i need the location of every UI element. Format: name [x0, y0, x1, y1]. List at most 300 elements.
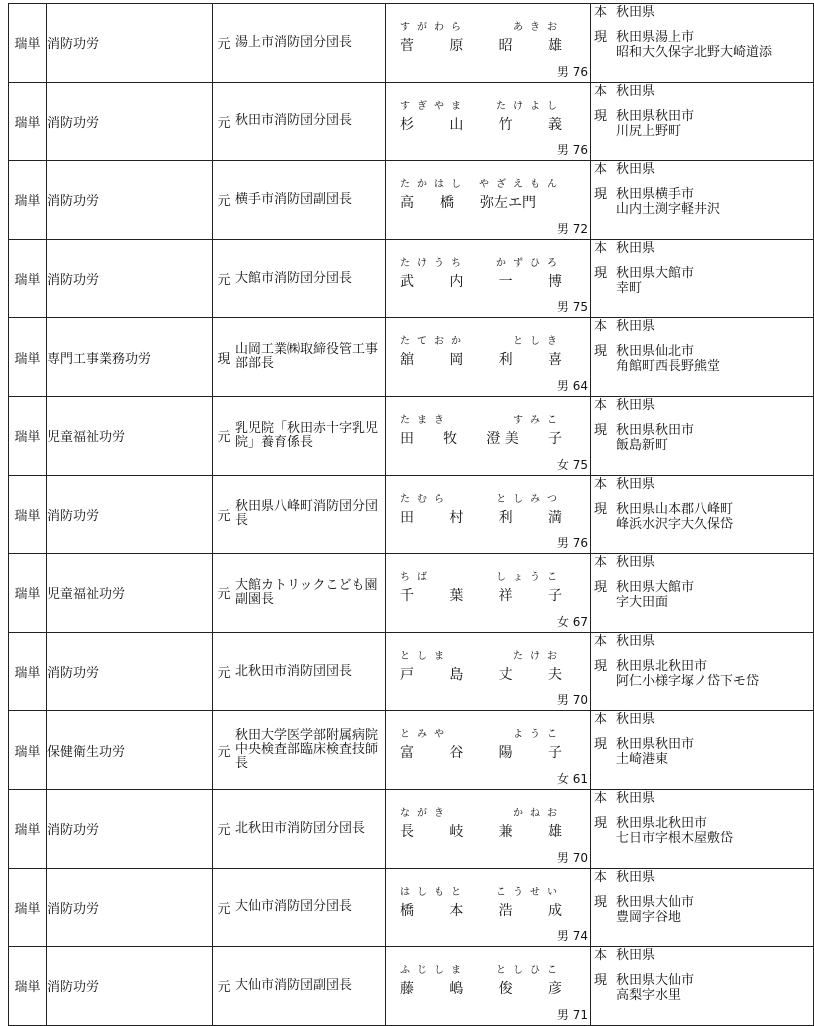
name-cell — [386, 239, 591, 318]
given-name-reading: としひこ — [496, 965, 564, 977]
domicile-value: 秋田県 — [616, 555, 656, 571]
address-cell — [591, 161, 814, 240]
name-char: 子 — [547, 745, 562, 762]
domicile-value: 秋田県 — [616, 476, 656, 492]
sex-age: 男 76 — [556, 536, 588, 551]
name-char: 澄 美 — [486, 430, 519, 447]
position-cell — [213, 632, 386, 711]
registered-domicile — [594, 870, 811, 885]
position-status: 元 — [217, 508, 231, 524]
decoration-grade: 瑞単 — [14, 194, 41, 210]
name-cell — [386, 947, 591, 1026]
address-cell — [591, 868, 814, 947]
decoration-grade-cell — [9, 947, 47, 1026]
name-reading — [400, 254, 564, 269]
position-cell — [213, 82, 386, 161]
recipient-name — [400, 900, 562, 920]
given-name-reading: こうせい — [496, 886, 564, 898]
address-cell — [591, 396, 814, 475]
current-address-tag: 現 — [594, 737, 608, 753]
sex-age: 男 76 — [556, 143, 588, 158]
domicile-tag: 本 — [594, 476, 608, 492]
recipient-name — [400, 585, 562, 605]
merit-category: 専門工事業務功労 — [47, 351, 152, 367]
decoration-grade: 瑞単 — [14, 980, 41, 996]
surname-reading: はしもと — [400, 886, 468, 898]
table-row — [9, 711, 814, 790]
current-address — [594, 737, 811, 767]
given-name-reading: しょうこ — [496, 572, 564, 584]
table-row — [9, 82, 814, 161]
current-address — [594, 423, 811, 453]
given-name-reading: かずひろ — [496, 257, 564, 269]
name-cell — [386, 711, 591, 790]
surname-reading: ながき — [400, 807, 451, 819]
merit-category: 消防功労 — [47, 508, 100, 524]
sex-age: 男 71 — [556, 1007, 588, 1022]
current-address — [594, 266, 811, 296]
address-line: 川尻上野町 — [616, 123, 682, 139]
recipient-name — [400, 978, 562, 998]
position-title: 山岡工業㈱取締役管工事部部長 — [235, 342, 379, 372]
address-line: 秋田県大館市 — [616, 265, 695, 281]
address-line: 秋田県横手市 — [616, 187, 695, 203]
current-address-tag: 現 — [594, 108, 608, 124]
position-title: 北秋田市消防団分団長 — [235, 820, 366, 836]
table-row — [9, 161, 814, 240]
sex-age: 男 70 — [556, 850, 588, 865]
name-char: 博 — [547, 273, 562, 290]
address-cell — [591, 4, 814, 83]
domicile-tag: 本 — [594, 948, 608, 964]
surname-reading: たておか — [400, 336, 468, 348]
name-cell — [386, 789, 591, 868]
name-char: 高 — [400, 195, 414, 212]
name-reading — [400, 647, 564, 662]
position-title: 秋田市消防団分団長 — [235, 113, 353, 129]
name-char: 原 — [449, 38, 464, 54]
decoration-grade-cell — [9, 554, 47, 633]
merit-category-cell — [47, 239, 213, 318]
current-address-tag: 現 — [594, 580, 608, 596]
recipient-name — [400, 271, 562, 291]
position-status: 元 — [217, 587, 231, 603]
surname-reading: とみや — [400, 729, 451, 741]
address-line: 昭和大久保字北野大崎道添 — [616, 45, 773, 60]
name-char: 陽 — [498, 745, 513, 762]
current-address-tag: 現 — [594, 187, 608, 203]
merit-category-cell — [47, 554, 213, 633]
name-char: 牧 — [443, 430, 458, 447]
name-char: 嶋 — [449, 981, 464, 998]
merit-category: 消防功労 — [47, 37, 100, 53]
name-char: 竹 — [498, 116, 513, 133]
given-name-reading: やざえもん — [479, 179, 564, 191]
merit-category: 児童福祉功労 — [47, 587, 126, 603]
position-cell — [213, 318, 386, 397]
current-address — [594, 580, 811, 610]
surname-reading: ちば — [400, 572, 434, 584]
recipient-name — [400, 428, 562, 448]
surname-reading: すぎやま — [400, 100, 468, 112]
name-char: 俊 — [498, 981, 513, 998]
name-char: 田 — [400, 430, 414, 447]
registered-domicile — [594, 241, 811, 256]
registered-domicile — [594, 319, 811, 334]
address-line: 山内土渕字軽井沢 — [616, 202, 721, 218]
name-cell — [386, 554, 591, 633]
decoration-grade-cell — [9, 475, 47, 554]
table-row — [9, 632, 814, 711]
table-row — [9, 4, 814, 83]
address-line: 秋田県大仙市 — [616, 973, 695, 989]
name-cell — [386, 161, 591, 240]
name-char: 武 — [400, 273, 414, 290]
current-address — [594, 30, 811, 60]
table-row — [9, 554, 814, 633]
decoration-grade: 瑞単 — [14, 430, 41, 446]
recipient-name — [400, 821, 562, 841]
merit-category: 消防功労 — [47, 273, 100, 289]
domicile-tag: 本 — [594, 869, 608, 885]
recipient-name — [400, 507, 562, 527]
sex-age: 男 64 — [556, 378, 588, 393]
given-name-reading: かねお — [513, 807, 564, 819]
sex-age: 女 75 — [556, 457, 588, 472]
address-line: 秋田県仙北市 — [616, 344, 695, 360]
merit-category-cell — [47, 4, 213, 83]
address-cell — [591, 632, 814, 711]
position-title: 横手市消防団副団長 — [235, 191, 353, 207]
address-cell — [591, 789, 814, 868]
name-char: 舘 — [400, 352, 414, 369]
recipient-name — [400, 114, 562, 134]
domicile-value: 秋田県 — [616, 319, 656, 335]
address-line: 高梨字水里 — [616, 988, 682, 1004]
registered-domicile — [594, 948, 811, 963]
domicile-value: 秋田県 — [616, 869, 656, 885]
name-char: 子 — [547, 588, 562, 605]
given-name-reading: たけよし — [496, 100, 564, 112]
current-address-tag: 現 — [594, 30, 608, 45]
surname-reading: ふじしま — [400, 965, 468, 977]
name-char: 喜 — [547, 352, 562, 369]
position-title: 北秋田市消防団団長 — [235, 663, 353, 679]
address-line: 秋田県北秋田市 — [616, 658, 708, 674]
name-char: 岐 — [449, 823, 464, 840]
current-address-tag: 現 — [594, 265, 608, 281]
decoration-grade: 瑞単 — [14, 37, 41, 53]
address-line: 秋田県大館市 — [616, 580, 695, 596]
domicile-tag: 本 — [594, 162, 608, 178]
recipient-name — [400, 192, 562, 212]
position-status: 元 — [217, 430, 231, 446]
domicile-value: 秋田県 — [616, 162, 656, 178]
current-address — [594, 344, 811, 374]
name-char: 雄 — [547, 823, 562, 840]
name-char: 子 — [547, 430, 562, 447]
name-char: 村 — [449, 509, 464, 526]
name-reading — [400, 175, 564, 190]
decoration-grade-cell — [9, 789, 47, 868]
name-char: 祥 — [498, 588, 513, 605]
merit-category-cell — [47, 947, 213, 1026]
name-reading — [400, 332, 564, 347]
name-char: 富 — [400, 745, 414, 762]
address-line: 阿仁小様字塚ノ岱下モ岱 — [616, 673, 760, 689]
position-cell — [213, 711, 386, 790]
address-line: 飯島新町 — [616, 437, 669, 453]
recipient-name — [400, 742, 562, 762]
address-cell — [591, 82, 814, 161]
name-char: 内 — [449, 273, 464, 290]
name-char: 彦 — [547, 981, 562, 998]
recipient-name — [400, 35, 562, 55]
name-char: 藤 — [400, 981, 414, 998]
decoration-grade: 瑞単 — [14, 587, 41, 603]
name-reading — [400, 804, 564, 819]
decoration-grade-cell — [9, 632, 47, 711]
position-cell — [213, 789, 386, 868]
table-row — [9, 947, 814, 1026]
domicile-value: 秋田県 — [616, 83, 656, 99]
address-line: 角館町西長野熊堂 — [616, 359, 721, 375]
address-line: 秋田県大仙市 — [616, 894, 695, 910]
registered-domicile — [594, 84, 811, 99]
position-status: 元 — [217, 980, 231, 996]
decoration-grade-cell — [9, 318, 47, 397]
sex-age: 女 67 — [556, 614, 588, 629]
domicile-value: 秋田県 — [616, 633, 656, 649]
current-address-tag: 現 — [594, 894, 608, 910]
recipient-name — [400, 664, 562, 684]
merit-category: 消防功労 — [47, 823, 100, 839]
registered-domicile — [594, 555, 811, 570]
domicile-tag: 本 — [594, 5, 608, 20]
position-title: 大館カトリックこども園副園長 — [235, 577, 378, 607]
name-char: 丈 — [498, 666, 513, 683]
decoration-grade-cell — [9, 868, 47, 947]
table-row — [9, 475, 814, 554]
name-cell — [386, 632, 591, 711]
given-name-reading: たけお — [513, 650, 564, 662]
registered-domicile — [594, 791, 811, 806]
table-row — [9, 396, 814, 475]
decoration-grade-cell — [9, 239, 47, 318]
name-reading — [400, 961, 564, 976]
registered-domicile — [594, 712, 811, 727]
name-char: 山 — [449, 116, 464, 133]
position-cell — [213, 4, 386, 83]
current-address — [594, 659, 811, 689]
name-cell — [386, 868, 591, 947]
position-status: 現 — [217, 351, 231, 367]
current-address-tag: 現 — [594, 422, 608, 438]
name-char: 千 — [400, 588, 414, 605]
domicile-tag: 本 — [594, 633, 608, 649]
address-line: 字大田面 — [616, 595, 669, 611]
given-name-reading: としき — [513, 336, 564, 348]
position-status: 元 — [217, 37, 231, 53]
address-line: 秋田県北秋田市 — [616, 815, 708, 831]
merit-category: 消防功労 — [47, 901, 100, 917]
current-address — [594, 816, 811, 846]
domicile-tag: 本 — [594, 555, 608, 571]
address-cell — [591, 475, 814, 554]
name-char: 昭 — [498, 38, 513, 54]
merit-category-cell — [47, 161, 213, 240]
position-title: 大仙市消防団副団長 — [235, 977, 353, 993]
registered-domicile — [594, 5, 811, 20]
address-line: 秋田県秋田市 — [616, 737, 695, 753]
name-reading — [400, 411, 564, 426]
decoration-grade: 瑞単 — [14, 273, 41, 289]
address-line: 七日市字根木屋敷岱 — [616, 830, 734, 846]
address-cell — [591, 318, 814, 397]
merit-category-cell — [47, 789, 213, 868]
domicile-tag: 本 — [594, 240, 608, 256]
address-line: 秋田県湯上市 — [616, 30, 695, 45]
decoration-grade-cell — [9, 82, 47, 161]
position-status: 元 — [217, 823, 231, 839]
sex-age: 女 61 — [556, 771, 588, 786]
position-title: 秋田大学医学部附属病院中央検査部臨床検査技師長 — [235, 728, 379, 772]
address-line: 峰浜水沢字大久保岱 — [616, 516, 734, 532]
domicile-value: 秋田県 — [616, 397, 656, 413]
decoration-grade-cell — [9, 396, 47, 475]
name-cell — [386, 82, 591, 161]
position-cell — [213, 396, 386, 475]
merit-category-cell — [47, 475, 213, 554]
position-title: 大館市消防団分団長 — [235, 270, 353, 286]
sex-age: 男 75 — [556, 300, 588, 315]
name-char: 浩 — [498, 902, 513, 919]
name-cell — [386, 475, 591, 554]
table-row — [9, 239, 814, 318]
domicile-tag: 本 — [594, 712, 608, 728]
name-char: 菅 — [400, 38, 414, 54]
surname-reading: すがわら — [400, 22, 468, 33]
address-line: 秋田県秋田市 — [616, 422, 695, 438]
given-name-reading: ようこ — [513, 729, 564, 741]
current-address-tag: 現 — [594, 815, 608, 831]
position-status: 元 — [217, 901, 231, 917]
address-line: 幸町 — [616, 280, 643, 296]
name-char: 谷 — [449, 745, 464, 762]
name-char: 葉 — [449, 588, 464, 605]
table-row — [9, 868, 814, 947]
name-reading — [400, 725, 564, 740]
name-char: 戸 — [400, 666, 414, 683]
position-cell — [213, 947, 386, 1026]
sex-age: 男 76 — [556, 64, 588, 79]
registered-domicile — [594, 477, 811, 492]
given-name-reading: すみこ — [513, 414, 564, 426]
position-cell — [213, 161, 386, 240]
merit-category: 消防功労 — [47, 194, 100, 210]
current-address — [594, 502, 811, 532]
name-reading — [400, 568, 564, 583]
award-recipients-table — [8, 3, 814, 1026]
decoration-grade-cell — [9, 161, 47, 240]
name-reading — [400, 18, 564, 33]
name-cell — [386, 4, 591, 83]
current-address-tag: 現 — [594, 658, 608, 674]
domicile-value: 秋田県 — [616, 5, 656, 20]
name-char: 島 — [449, 666, 464, 683]
given-name-reading: としみつ — [496, 493, 564, 505]
decoration-grade: 瑞単 — [14, 744, 41, 760]
position-cell — [213, 475, 386, 554]
current-address — [594, 973, 811, 1003]
position-status: 元 — [217, 194, 231, 210]
address-line: 秋田県秋田市 — [616, 108, 695, 124]
sex-age: 男 74 — [556, 929, 588, 944]
decoration-grade: 瑞単 — [14, 823, 41, 839]
name-cell — [386, 396, 591, 475]
domicile-tag: 本 — [594, 319, 608, 335]
surname-reading: たけうち — [400, 257, 468, 269]
domicile-tag: 本 — [594, 397, 608, 413]
position-title: 大仙市消防団分団長 — [235, 899, 353, 915]
merit-category-cell — [47, 711, 213, 790]
merit-category: 消防功労 — [47, 980, 100, 996]
merit-category: 消防功労 — [47, 115, 100, 131]
current-address-tag: 現 — [594, 344, 608, 360]
domicile-value: 秋田県 — [616, 712, 656, 728]
name-char: 弥左エ門 — [480, 195, 536, 212]
position-status: 元 — [217, 744, 231, 760]
award-rows — [9, 4, 814, 1026]
name-char: 利 — [498, 509, 513, 526]
merit-category: 児童福祉功労 — [47, 430, 126, 446]
domicile-value: 秋田県 — [616, 790, 656, 806]
name-char: 橋 — [440, 195, 454, 212]
name-char: 杉 — [400, 116, 414, 133]
position-title: 乳児院「秋田赤十字乳児院」養育係長 — [235, 420, 379, 450]
current-address-tag: 現 — [594, 973, 608, 989]
merit-category-cell — [47, 632, 213, 711]
address-cell — [591, 239, 814, 318]
surname-reading: たかはし — [400, 179, 468, 191]
name-char: 利 — [498, 352, 513, 369]
name-reading — [400, 97, 564, 112]
name-char: 本 — [449, 902, 464, 919]
address-cell — [591, 711, 814, 790]
decoration-grade: 瑞単 — [14, 508, 41, 524]
name-reading — [400, 883, 564, 898]
position-cell — [213, 868, 386, 947]
merit-category-cell — [47, 82, 213, 161]
address-line: 土崎港東 — [616, 752, 669, 768]
domicile-value: 秋田県 — [616, 240, 656, 256]
surname-reading: たまき — [400, 414, 451, 426]
table-row — [9, 318, 814, 397]
domicile-value: 秋田県 — [616, 948, 656, 964]
sex-age: 男 70 — [556, 693, 588, 708]
name-char: 成 — [547, 902, 562, 919]
name-cell — [386, 318, 591, 397]
surname-reading: としま — [400, 650, 451, 662]
name-char: 兼 — [498, 823, 513, 840]
decoration-grade: 瑞単 — [14, 901, 41, 917]
position-title: 湯上市消防団分団長 — [235, 34, 353, 50]
position-status: 元 — [217, 115, 231, 131]
name-char: 田 — [400, 509, 414, 526]
position-status: 元 — [217, 666, 231, 682]
given-name-reading: あきお — [513, 22, 564, 33]
current-address — [594, 187, 811, 217]
